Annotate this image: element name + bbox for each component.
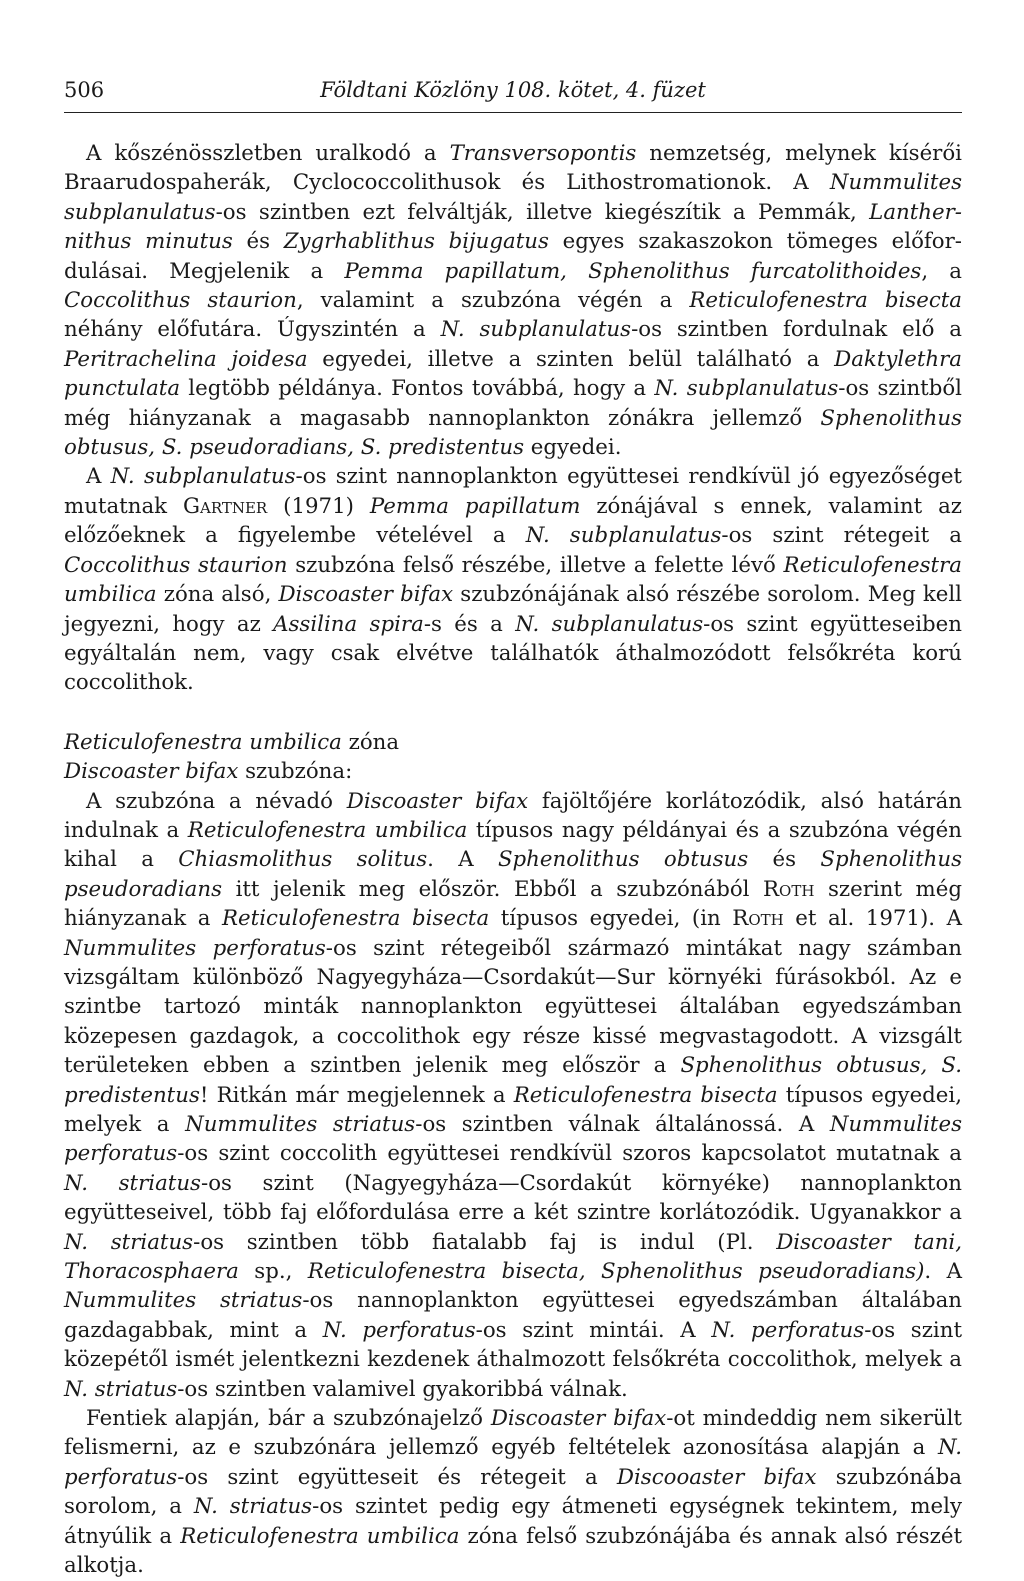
taxon-name: Nummulites subplanulatus bbox=[64, 170, 962, 225]
taxon-name: Nummulites striatus bbox=[185, 1112, 416, 1137]
taxon-name: Sphenolithus obtusus bbox=[497, 847, 749, 873]
taxon-name: N. perforatus bbox=[322, 1317, 476, 1343]
author-name: Roth bbox=[732, 906, 784, 932]
taxon-name: Reticulofenestra umbilica bbox=[187, 817, 468, 843]
taxon-name: Pemma papillatum bbox=[369, 493, 581, 519]
journal-title: Földtani Közlöny 108. kötet, 4. füzet bbox=[320, 78, 706, 102]
taxon-name: N. subplanulatus bbox=[654, 376, 839, 402]
taxon-name: Peritrachelina joidesa bbox=[64, 346, 308, 372]
taxon-name: Sphenolithus obtusus, S. pseudoradians, S. predistentus bbox=[64, 405, 962, 461]
taxon-name: N. subplanulatus bbox=[515, 611, 704, 637]
taxon-name: Lanthernithus minutus bbox=[64, 199, 962, 255]
taxon-name: Discoaster bifax bbox=[346, 788, 529, 814]
taxon-name: Reticulofenestra bisecta bbox=[513, 1082, 778, 1108]
taxon-name: N. striatus bbox=[193, 1494, 313, 1520]
taxon-name: Discoaster bifax bbox=[278, 582, 454, 608]
paragraph-2: A N. subplanulatus-os szint nannoplankton együttesei rendkívül jó egyezőséget mutatnak Gartner (1971) Pemma papillatum zónájával s ennek, valamint az előzőeknek a figyelembe vételével a N. subplanulatus-os szint rétegeit a Coccolithus staurion szubzóna felső részébe, illetve a felette lévő Reticulofenestra umbilica zóna alsó, Discoaster bifax szubzónájának alsó részébe sorolom. Meg kell jegyezni, hogy az Assilina spira-s és a N. subplanulatus-os szint együtteseiben egyáltalán nem, vagy csak elvétve találhatók áthalmozódott felsőkréta korú coccolithok. bbox=[64, 464, 962, 696]
author-name: Roth bbox=[763, 876, 815, 902]
running-header bbox=[64, 72, 962, 113]
taxon-name: Discoaster bifax bbox=[64, 759, 239, 785]
taxon-name: N. striatus bbox=[64, 1229, 194, 1255]
taxon-name: Assilina spira bbox=[273, 611, 424, 637]
taxon-name: Reticulofenestra bisecta bbox=[222, 906, 490, 932]
taxon-name: Nummulites perforatus bbox=[64, 1112, 962, 1167]
taxon-name: Reticulofenestra umbilica bbox=[64, 729, 342, 755]
taxon-name: Nummulites perforatus bbox=[64, 935, 326, 961]
taxon-name: Transversopontis bbox=[449, 141, 637, 166]
paragraph-4: Fentiek alapján, bár a szubzónajelző Discoaster bifax-ot mindeddig nem sikerült felismerni, az e szubzónára jellemző egyéb feltételek azonosítása alapján a N. perforatus-os szint együtteseit és rétegeit a Discooaster bifax szubzónába sorolom, a N. striatus-os szintet pedig egy átmeneti egységnek tekintem, mely átnyúlik a Reticulofenestra umbilica zóna felső szubzónájába és annak alsó részét alkotja. bbox=[64, 1406, 962, 1579]
article-body bbox=[64, 139, 962, 1581]
taxon-name: N. subplanulatus bbox=[525, 523, 722, 549]
zone-heading: Reticulofenestra umbilica zóna bbox=[64, 729, 400, 755]
taxon-name: Coccolithus staurion bbox=[64, 288, 297, 314]
page bbox=[64, 72, 962, 1581]
taxon-name: Zygrhablithus bijugatus bbox=[283, 229, 549, 255]
author-name: Gartner bbox=[182, 493, 268, 519]
taxon-name: Discoaster tani, Thoracosphaera bbox=[64, 1229, 962, 1285]
subzone-heading: Discoaster bifax szubzóna: bbox=[64, 759, 353, 785]
taxon-name: Sphenolithus pseudoradians bbox=[64, 847, 962, 902]
taxon-name: Discooaster bifax bbox=[616, 1464, 817, 1490]
taxon-name: Chiasmolithus solitus bbox=[178, 847, 428, 873]
taxon-name: Pemma papillatum, Sphenolithus furcatolithoides bbox=[344, 258, 922, 284]
taxon-name: N. perforatus bbox=[64, 1435, 962, 1490]
taxon-name: Discoaster bifax bbox=[490, 1406, 667, 1432]
taxon-name: N. subplanulatus bbox=[440, 317, 632, 343]
taxon-name: Reticulofenestra bisecta bbox=[689, 288, 963, 314]
page-number: 506 bbox=[64, 78, 105, 102]
section-gap bbox=[64, 698, 962, 728]
taxon-name: Reticulofenestra umbilica bbox=[64, 552, 962, 608]
taxon-name: N. subplanulatus bbox=[110, 464, 296, 490]
taxon-name: Daktylethra punctulata bbox=[64, 346, 962, 402]
taxon-name: Nummulites striatus bbox=[64, 1288, 303, 1314]
taxon-name: N. striatus bbox=[64, 1170, 201, 1196]
taxon-name: Sphenolithus obtusus, S. predistentus bbox=[64, 1053, 962, 1108]
paragraph-1: A kőszénösszletben uralkodó a Transversopontis nemzetség, melynek kísérői Braarudospaherák, Cyclococcolithusok és Lithostromationok. A Nummulites subplanulatus-os szintben ezt felváltják, illetve kiegészítik a Pemmák, Lanthernithus minutus és Zygrhablithus bijugatus egyes szakaszokon tömeges előfordulásai. Megjelenik a Pemma papillatum, Sphenolithus furcatolithoides, a Coccolithus staurion, valamint a szubzóna végén a Reticulofenestra bisecta néhány előfutára. Úgyszintén a N. subplanulatus-os szintben fordulnak elő a Peritrachelina joidesa egyedei, illetve a szinten belül található a Daktylethra punctulata legtöbb példánya. Fontos továbbá, hogy a N. subplanulatus-os szintből még hiányzanak a magasabb nannoplankton zónákra jellemző Sphenolithus obtusus, S. pseudoradians, S. predistentus egyedei. bbox=[64, 141, 963, 461]
taxon-name: Reticulofenestra umbilica bbox=[180, 1523, 460, 1549]
taxon-name: Coccolithus staurion bbox=[64, 552, 288, 578]
taxon-name: Reticulofenestra bisecta, Sphenolithus pseudoradians) bbox=[307, 1259, 925, 1285]
taxon-name: N. perforatus bbox=[711, 1317, 865, 1343]
paragraph-3: A szubzóna a névadó Discoaster bifax fajöltőjére korlátozódik, alsó határán indulnak a Reticulofenestra umbilica típusos nagy példányai és a szubzóna végén kihal a Chiasmolithus solitus. A Sphenolithus obtusus és Sphenolithus pseudoradians itt jelenik meg először. Ebből a szubzónából Roth szerint még hiányzanak a Reticulofenestra bisecta típusos egyedei, (in Roth et al. 1971). A Nummulites perforatus-os szint rétegeiből származó mintákat nagy számban vizsgáltam különböző Nagyegyháza—Csordakút—Sur környéki fúrásokból. Az e szintbe tartozó minták nannoplankton együttesei általában egyedszámban közepesen gazdagok, a coccolithok egy része kissé megvastagodott. A vizsgált területeken ebben a szintben jelenik meg először a Sphenolithus obtusus, S. predistentus! Ritkán már megjelennek a Reticulofenestra bisecta típusos egyedei, melyek a Nummulites striatus-os szintben válnak általánossá. A Nummulites perforatus-os szint coccolith együttesei rendkívül szoros kapcsolatot mutatnak a N. striatus-os szint (Nagyegyháza—Csordakút környéke) nannoplankton együtteseivel, több faj előfordulása erre a két szintre korlátozódik. Ugyanakkor a N. striatus-os szintben több fiatalabb faj is indul (Pl. Discoaster tani, Thoracosphaera sp., Reticulofenestra bisecta, Sphenolithus pseudoradians). A Nummulites striatus-os nannoplankton együttesei egyedszámban általában gazdagabbak, mint a N. perforatus-os szint mintái. A N. perforatus-os szint közepétől ismét jelentkezni kezdenek áthalmozott felsőkréta coccolithok, melyek a N. striatus-os szintben valamivel gyakoribbá válnak. bbox=[64, 788, 963, 1402]
taxon-name: N. striatus bbox=[64, 1376, 178, 1402]
